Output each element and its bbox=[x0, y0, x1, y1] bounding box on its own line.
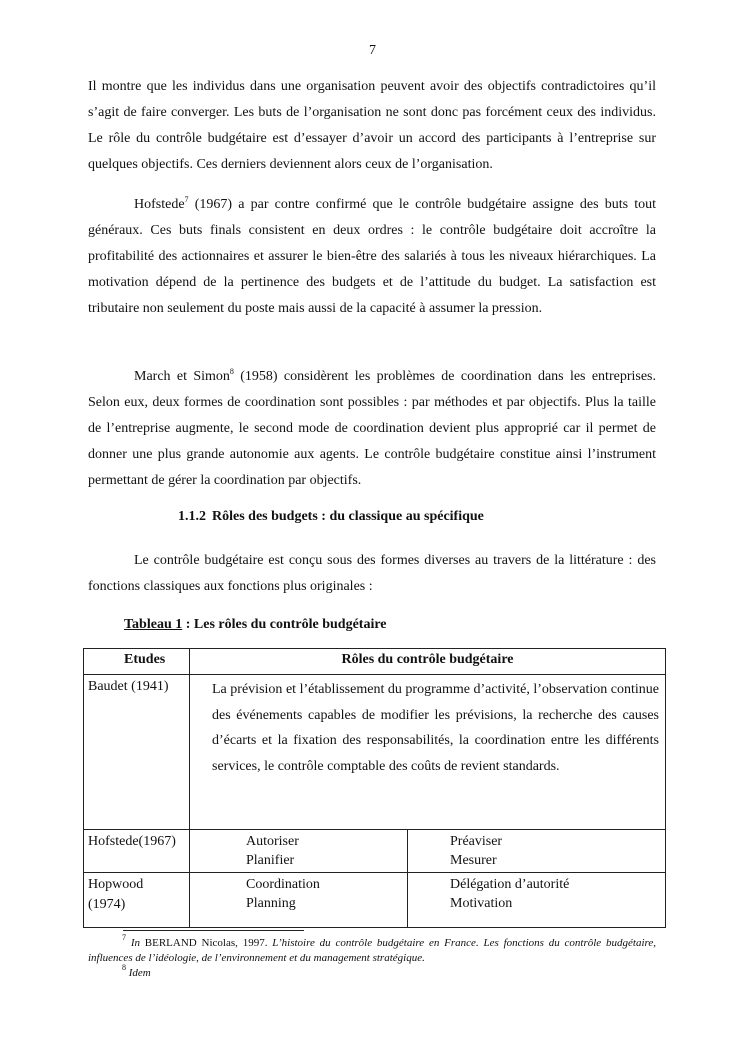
footnote-separator bbox=[123, 930, 304, 931]
section-title: Rôles des budgets : du classique au spécifique bbox=[212, 509, 484, 524]
footnote-8-number: 8 bbox=[122, 963, 126, 972]
role-item: Motivation bbox=[450, 896, 513, 911]
section-heading bbox=[178, 509, 484, 525]
page-number: 7 bbox=[369, 43, 376, 58]
table-caption-text: : Les rôles du contrôle budgétaire bbox=[182, 617, 387, 632]
footnote-7-author: BERLAND Nicolas, 1997. bbox=[139, 937, 273, 949]
study-hopwood-year: (1974) bbox=[88, 897, 126, 912]
roles-baudet: La prévision et l’établissement du programme d’activité, l’observation continue des événements capables de modifier les prévisions, la recherche des causes d’écarts et la fixation des responsabilités, la coordination entre les différents services, le contrôle comptable des coûts de revient standards. bbox=[190, 675, 666, 830]
role-item: Coordination bbox=[246, 877, 320, 892]
footnote-7-in: In bbox=[130, 937, 140, 949]
table-row bbox=[84, 873, 666, 928]
roles-hofstede-right bbox=[408, 830, 666, 873]
table-caption bbox=[124, 617, 387, 633]
footnote-7 bbox=[88, 933, 656, 966]
section-number: 1.1.2 bbox=[178, 509, 206, 524]
paragraph-3 bbox=[88, 364, 656, 494]
table-row bbox=[84, 675, 666, 830]
role-item: Délégation d’autorité bbox=[450, 877, 570, 892]
header-roles: Rôles du contrôle budgétaire bbox=[190, 649, 666, 675]
table-row bbox=[84, 830, 666, 873]
header-etudes: Etudes bbox=[84, 649, 190, 675]
paragraph-1: Il montre que les individus dans une organisation peuvent avoir des objectifs contradictoires qu’il s’agit de faire converger. Les buts de l’organisation ne sont donc pas forcément ceux des individus. Le rôle du contrôle budgétaire est d’essayer d’avoir un accord des participants à l’entreprise sur quelques objectifs. Ces derniers deviennent alors ceux de l’organisation. bbox=[88, 79, 656, 172]
paragraph-2-text: (1967) a par contre confirmé que le contrôle budgétaire assigne des buts tout généraux. Ces buts finals consistent en deux ordres : le contrôle budgétaire doit accroître la profitabilité des actionnaires et assurer le bien-être des salariés à tous les niveaux hiérarchiques. La motivation dépend de la pertinence des budgets et de l’attitude du budget. La satisfaction est tributaire non seulement du poste mais aussi de la capacité à assumer la pression. bbox=[88, 197, 656, 316]
paragraph-4: Le contrôle budgétaire est conçu sous des formes diverses au travers de la littérature : des fonctions classiques aux fonctions plus originales : bbox=[88, 553, 656, 594]
role-item: Planning bbox=[246, 896, 296, 911]
footnote-7-number: 7 bbox=[122, 933, 126, 942]
study-hopwood-name: Hopwood bbox=[88, 877, 144, 892]
author-hofstede: Hofstede bbox=[134, 197, 185, 212]
role-item: Préaviser bbox=[450, 834, 503, 849]
paragraph-3-text: (1958) considèrent les problèmes de coordination dans les entreprises. Selon eux, deux formes de coordination sont possibles : par méthodes et par objectifs. Plus la taille de l’entreprise augmente, le second mode de coordination devient plus approprié car il permet de donner une plus grande autonomie aux agents. Le contrôle budgétaire constitue ainsi l’instrument permettant de gérer la coordination par objectifs. bbox=[88, 369, 656, 488]
roles-table bbox=[83, 648, 666, 928]
paragraph-2 bbox=[88, 192, 656, 322]
table-caption-label: Tableau 1 bbox=[124, 617, 183, 632]
footnote-8 bbox=[88, 963, 656, 981]
table-header-row bbox=[84, 649, 666, 675]
footnote-8-text: Idem bbox=[128, 967, 151, 979]
study-baudet: Baudet (1941) bbox=[84, 675, 190, 830]
roles-hofstede-left bbox=[190, 830, 408, 873]
footnote-ref-8[interactable]: 8 bbox=[229, 367, 234, 376]
role-item: Autoriser bbox=[246, 834, 299, 849]
roles-hopwood-left bbox=[190, 873, 408, 928]
study-hopwood bbox=[84, 873, 190, 928]
footnote-7-title: L’histoire du contrôle budgétaire en France. Les fonctions du contrôle budgétaire, influences de l’idéologie, de l’environnement et du management stratégique. bbox=[88, 937, 656, 964]
study-hofstede: Hofstede(1967) bbox=[84, 830, 190, 873]
role-item: Planifier bbox=[246, 853, 295, 868]
footnote-ref-7[interactable]: 7 bbox=[184, 195, 189, 204]
roles-hopwood-right bbox=[408, 873, 666, 928]
role-item: Mesurer bbox=[450, 853, 497, 868]
author-march-simon: March et Simon bbox=[134, 369, 230, 384]
